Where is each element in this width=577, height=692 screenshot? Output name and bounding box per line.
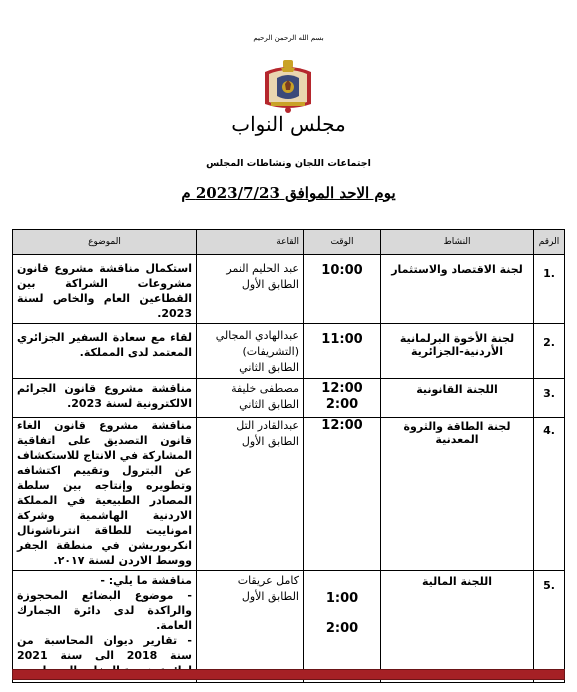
row-activity: لجنة الطاقة والثروة المعدنية — [381, 418, 534, 571]
row-time-1: 1:00 — [325, 591, 359, 606]
row-hall-name: عبد الحليم النمر — [226, 262, 299, 275]
header-time: الوقت — [304, 230, 381, 255]
row-topic — [13, 571, 197, 683]
row-hall-floor: الطابق الأول — [241, 278, 299, 291]
row-time-1: 11:00 — [321, 332, 363, 347]
row-number: .4 — [534, 418, 565, 571]
row-activity: لجنة الاقتصاد والاستثمار — [381, 255, 534, 324]
row-hall — [197, 379, 304, 418]
topic-line: مناقشة ما يلي: - — [100, 574, 192, 587]
row-time-1: 10:00 — [321, 263, 363, 278]
row-topic: مناقشة مشروع قانون الغاء قانون التصديق على اتفاقية المشاركة في الانتاج للاستكشاف عن البترول وتقييم اكتشافه وتطويره وإنتاجه بين سلطة المصادر الطبيعية في المملكة الاردنية الهاشمية وشركة اموناييت للطاقة انترناشونال انكربوريشن في منطقة الجفر ووسط الاردن لسنة ٢٠١٧. — [13, 418, 197, 571]
row-time-2: 2:00 — [325, 397, 359, 412]
table-row — [13, 571, 565, 683]
row-time-1: 12:00 — [321, 381, 363, 396]
row-time — [304, 571, 381, 683]
row-topic: مناقشة مشروع قانون الجرائم الالكترونية لسنة 2023. — [13, 379, 197, 418]
row-activity: اللجنة المالية — [381, 571, 534, 683]
row-topic: استكمال مناقشة مشروع قانون مشروعات الشراكة بين القطاعين العام والخاص لسنة 2023. — [13, 255, 197, 324]
table-row — [13, 324, 565, 379]
table-row — [13, 379, 565, 418]
header-hall: القاعة — [197, 230, 304, 255]
row-hall — [197, 255, 304, 324]
table-row — [13, 418, 565, 571]
row-hall — [197, 324, 304, 379]
row-time — [304, 418, 381, 571]
row-time — [304, 379, 381, 418]
row-time-1: 12:00 — [321, 418, 363, 433]
row-time-2: 2:00 — [325, 621, 359, 636]
header-number: الرقم — [534, 230, 565, 255]
topic-line: - موضوع البضائع المحجوزة والراكدة لدى دائرة الجمارك العامة. — [17, 589, 192, 632]
row-hall-name: عبدالهادي المجالي — [215, 329, 299, 342]
table-header-row — [13, 230, 565, 255]
row-hall — [197, 571, 304, 683]
row-number: .3 — [534, 379, 565, 418]
table-row — [13, 255, 565, 324]
coat-of-arms-icon — [257, 58, 319, 114]
row-hall — [197, 418, 304, 571]
page-subtitle: اجتماعات اللجان ونشاطات المجلس — [206, 158, 371, 169]
schedule-table — [12, 229, 565, 683]
row-number: .5 — [534, 571, 565, 683]
row-hall-ceremonial: (التشريفات) — [242, 345, 299, 358]
row-hall-name: مصطفى خليفة — [231, 382, 299, 395]
row-activity: لجنة الأخوة البرلمانية الأردنية-الجزائرية — [381, 324, 534, 379]
row-hall-floor: الطابق الثاني — [239, 361, 299, 374]
header-topic: الموضوع — [13, 230, 197, 255]
row-hall-floor: الطابق الأول — [241, 590, 299, 603]
header-activity: النشاط — [381, 230, 534, 255]
footer-bar — [12, 669, 565, 680]
parliament-logo-text: مجلس النواب — [231, 112, 346, 136]
date-heading: يوم الاحد الموافق 2023/7/23 م — [181, 184, 396, 202]
row-hall-floor: الطابق الثاني — [239, 398, 299, 411]
row-topic: لقاء مع سعادة السفير الجزائري المعتمد لدى المملكة. — [13, 324, 197, 379]
row-number: .2 — [534, 324, 565, 379]
row-activity: اللجنة القانونية — [381, 379, 534, 418]
basmala: بسم الله الرحمن الرحيم — [253, 34, 324, 42]
row-number: .1 — [534, 255, 565, 324]
row-time — [304, 255, 381, 324]
topic-line: - تقارير ديوان المحاسبة من سنة 2018 الى سنة 2021 — [17, 634, 192, 662]
row-hall-floor: الطابق الأول — [241, 435, 299, 448]
row-time — [304, 324, 381, 379]
row-hall-name: عبدالقادر التل — [236, 419, 299, 432]
row-hall-name: كامل عريقات — [237, 574, 299, 587]
